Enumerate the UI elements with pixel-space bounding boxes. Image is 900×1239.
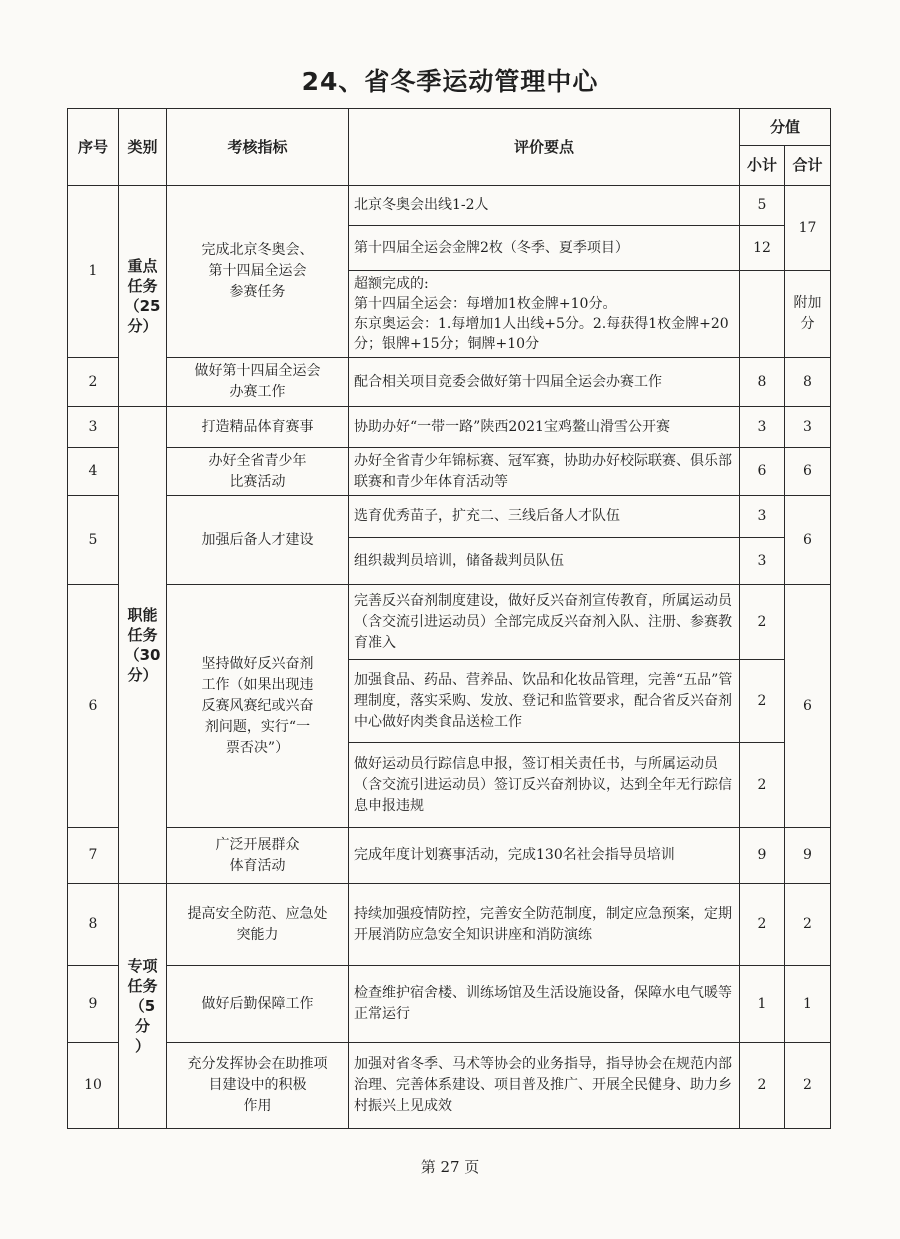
row-subtotal: 3 <box>740 407 785 448</box>
row-key-point: 超额完成的: 第十四届全运会：每增加1枚金牌+10分。 东京奥运会：1.每增加1人出线+5分。2.每获得1枚金牌+20分；银牌+15分；铜牌+10分 <box>349 271 740 358</box>
header-subtotal: 小计 <box>740 146 785 186</box>
row-subtotal: 12 <box>740 226 785 271</box>
table-row <box>68 407 831 448</box>
row-seq: 9 <box>68 966 119 1043</box>
row-key-point: 加强食品、药品、营养品、饮品和化妆品管理，完善“五品”管理制度，落实采购、发放、登记和监管要求，配合省反兴奋剂中心做好肉类食品送检工作 <box>349 660 740 743</box>
row-subtotal: 2 <box>740 884 785 966</box>
row-total: 8 <box>785 358 831 407</box>
row-subtotal: 2 <box>740 743 785 828</box>
category-key-tasks: 重点 任务 （25 分） <box>119 186 167 407</box>
row-subtotal: 2 <box>740 1043 785 1129</box>
row-seq: 10 <box>68 1043 119 1129</box>
row-subtotal: 9 <box>740 828 785 884</box>
category-duty-tasks: 职能 任务 （30 分） <box>119 407 167 884</box>
header-total: 合计 <box>785 146 831 186</box>
row-subtotal: 3 <box>740 496 785 538</box>
row-key-point: 北京冬奥会出线1-2人 <box>349 186 740 226</box>
row-seq: 5 <box>68 496 119 585</box>
row-seq: 1 <box>68 186 119 358</box>
row-total: 1 <box>785 966 831 1043</box>
row-indicator: 坚持做好反兴奋剂 工作（如果出现违 反赛风赛纪或兴奋 剂问题，实行“一 票否决”） <box>167 585 349 828</box>
row-subtotal: 5 <box>740 186 785 226</box>
row-key-point: 配合相关项目竞委会做好第十四届全运会办赛工作 <box>349 358 740 407</box>
row-seq: 6 <box>68 585 119 828</box>
row-seq: 4 <box>68 448 119 496</box>
row-total: 附加 分 <box>785 271 831 358</box>
row-total: 17 <box>785 186 831 271</box>
row-key-point: 组织裁判员培训，储备裁判员队伍 <box>349 538 740 585</box>
row-key-point: 完成年度计划赛事活动，完成130名社会指导员培训 <box>349 828 740 884</box>
table-row <box>68 448 831 496</box>
row-total: 2 <box>785 884 831 966</box>
table-row <box>68 1043 831 1129</box>
row-seq: 7 <box>68 828 119 884</box>
row-subtotal: 2 <box>740 585 785 660</box>
row-key-point: 做好运动员行踪信息申报，签订相关责任书，与所属运动员（含交流引进运动员）签订反兴奋剂协议，达到全年无行踪信息申报违规 <box>349 743 740 828</box>
row-indicator: 广泛开展群众 体育活动 <box>167 828 349 884</box>
row-subtotal: 8 <box>740 358 785 407</box>
row-total: 3 <box>785 407 831 448</box>
row-indicator: 打造精品体育赛事 <box>167 407 349 448</box>
row-key-point: 检查维护宿舍楼、训练场馆及生活设施设备，保障水电气暖等正常运行 <box>349 966 740 1043</box>
assessment-table <box>67 108 831 1129</box>
row-indicator: 充分发挥协会在助推项 目建设中的积极 作用 <box>167 1043 349 1129</box>
table-row <box>68 496 831 538</box>
row-indicator: 办好全省青少年 比赛活动 <box>167 448 349 496</box>
header-key-points: 评价要点 <box>349 109 740 186</box>
header-score: 分值 <box>740 109 831 146</box>
row-key-point: 第十四届全运会金牌2枚（冬季、夏季项目） <box>349 226 740 271</box>
row-indicator: 提高安全防范、应急处 突能力 <box>167 884 349 966</box>
header-indicator: 考核指标 <box>167 109 349 186</box>
page-title: 24、省冬季运动管理中心 <box>301 67 599 96</box>
category-special-tasks: 专项 任务 （5分 ） <box>119 884 167 1129</box>
row-total: 6 <box>785 448 831 496</box>
table-row <box>68 966 831 1043</box>
row-key-point: 完善反兴奋剂制度建设，做好反兴奋剂宣传教育，所属运动员（含交流引进运动员）全部完成反兴奋剂入队、注册、参赛教育准入 <box>349 585 740 660</box>
row-indicator: 完成北京冬奥会、 第十四届全运会 参赛任务 <box>167 186 349 358</box>
table-row <box>68 585 831 660</box>
row-key-point: 办好全省青少年锦标赛、冠军赛，协助办好校际联赛、俱乐部联赛和青少年体育活动等 <box>349 448 740 496</box>
header-category: 类别 <box>119 109 167 186</box>
table-row <box>68 828 831 884</box>
row-indicator: 做好后勤保障工作 <box>167 966 349 1043</box>
row-subtotal <box>740 271 785 358</box>
row-subtotal: 2 <box>740 660 785 743</box>
row-subtotal: 6 <box>740 448 785 496</box>
row-key-point: 加强对省冬季、马术等协会的业务指导，指导协会在规范内部治理、完善体系建设、项目普及推广、开展全民健身、助力乡村振兴上见成效 <box>349 1043 740 1129</box>
row-key-point: 协助办好“一带一路”陕西2021宝鸡鳌山滑雪公开赛 <box>349 407 740 448</box>
row-seq: 2 <box>68 358 119 407</box>
row-total: 6 <box>785 496 831 585</box>
row-subtotal: 1 <box>740 966 785 1043</box>
row-seq: 8 <box>68 884 119 966</box>
table-row <box>68 186 831 226</box>
header-seq: 序号 <box>68 109 119 186</box>
row-total: 6 <box>785 585 831 828</box>
header-row <box>68 109 831 146</box>
page-number: 第 27 页 <box>420 1158 480 1176</box>
row-key-point: 选育优秀苗子，扩充二、三线后备人才队伍 <box>349 496 740 538</box>
row-subtotal: 3 <box>740 538 785 585</box>
row-total: 2 <box>785 1043 831 1129</box>
row-seq: 3 <box>68 407 119 448</box>
table-row <box>68 884 831 966</box>
table-row <box>68 358 831 407</box>
row-indicator: 做好第十四届全运会 办赛工作 <box>167 358 349 407</box>
row-total: 9 <box>785 828 831 884</box>
row-indicator: 加强后备人才建设 <box>167 496 349 585</box>
row-key-point: 持续加强疫情防控，完善安全防范制度，制定应急预案，定期开展消防应急安全知识讲座和消防演练 <box>349 884 740 966</box>
